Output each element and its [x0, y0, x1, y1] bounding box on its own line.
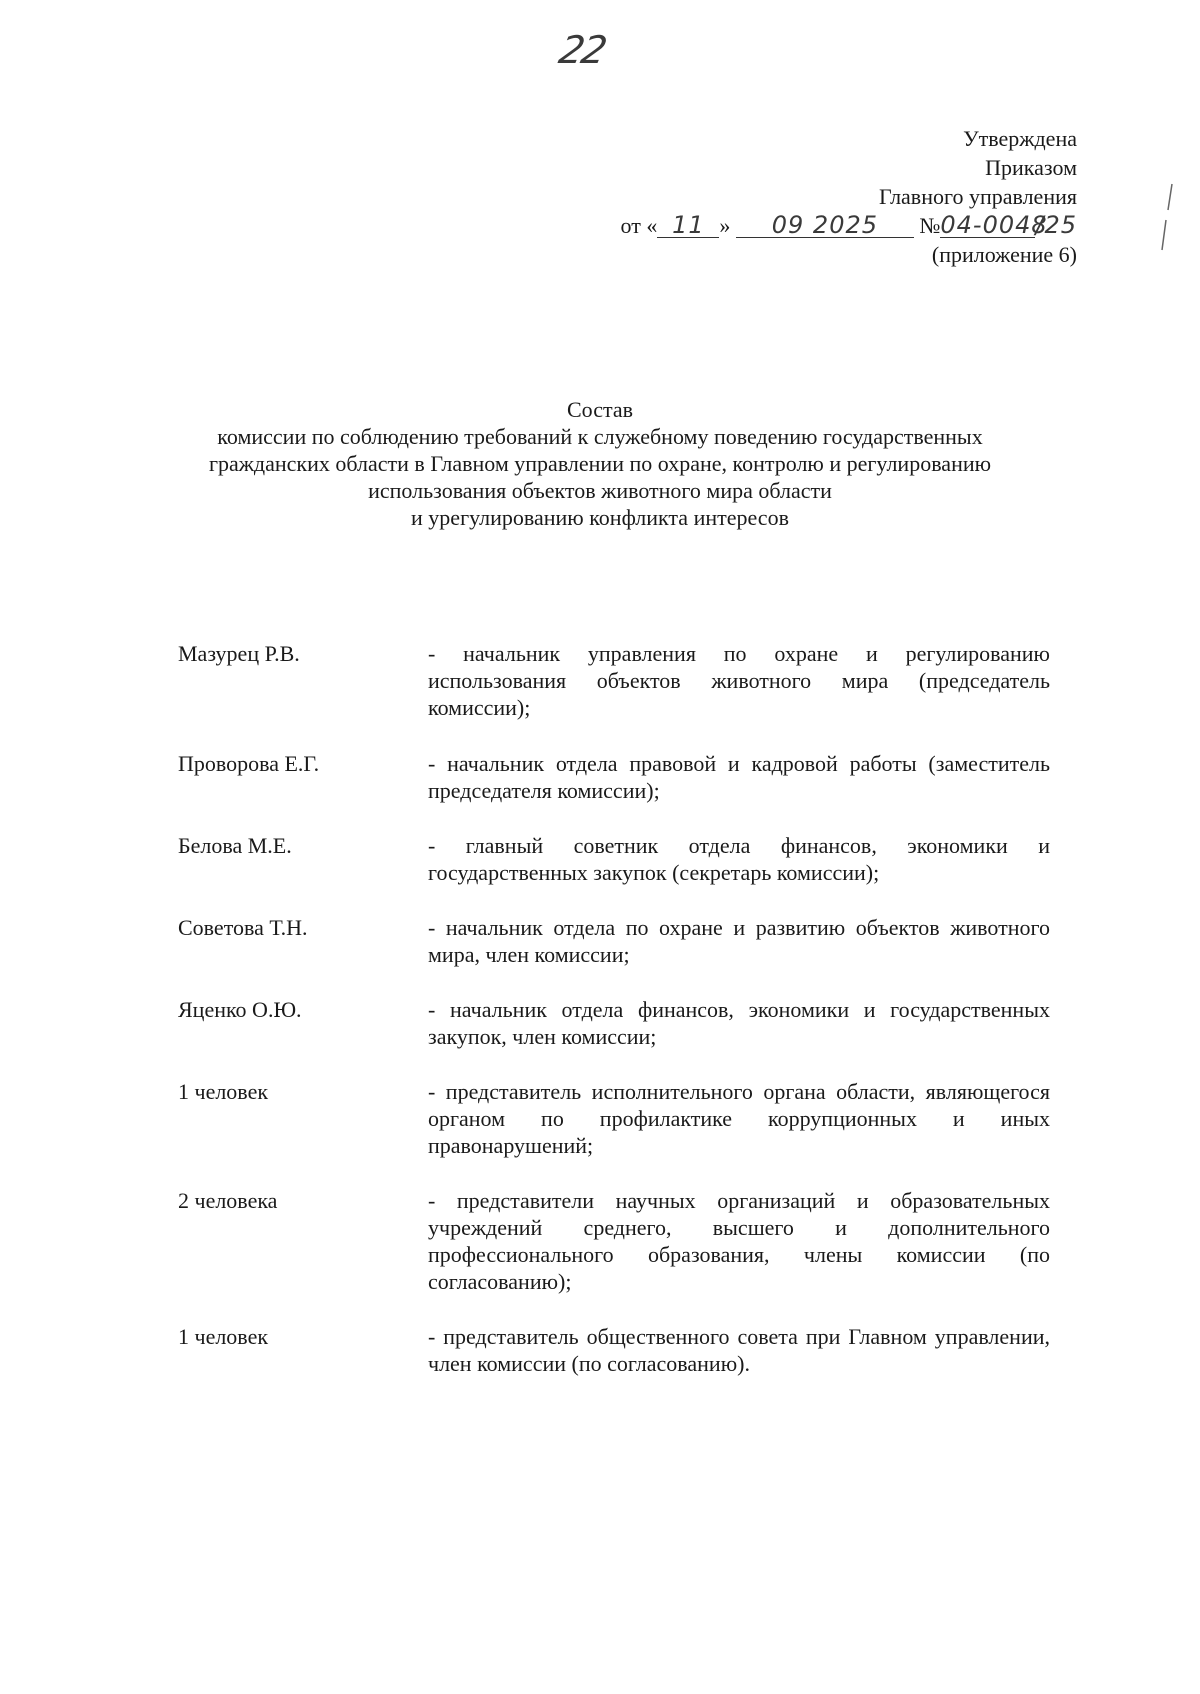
member-row: [178, 914, 1058, 968]
date-quote-close: »: [719, 213, 731, 238]
date-month-year-value: 09 2025: [771, 211, 878, 239]
member-role: - начальник отдела по охране и развитию объектов животного мира, член комиссии;: [428, 915, 1050, 967]
date-day-value: 11: [672, 211, 705, 239]
date-day-field: [657, 211, 719, 239]
handwritten-page-number: 22: [555, 28, 610, 72]
member-name: Мазурец Р.В.: [178, 641, 300, 666]
member-name: Яценко О.Ю.: [178, 997, 302, 1022]
member-role: - начальник отдела финансов, экономики и государственных закупок, член комиссии;: [428, 997, 1050, 1049]
member-name: Проворова Е.Г.: [178, 751, 320, 776]
title-line-3: использования объектов животного мира области: [368, 478, 832, 503]
approval-date-number-line: [621, 211, 1077, 240]
number-sign: №: [919, 213, 941, 238]
approval-stamp-block: [621, 124, 1077, 269]
approval-line-appendix: (приложение 6): [931, 242, 1077, 267]
member-row: [178, 640, 1058, 721]
order-number-suffix: /25: [1035, 211, 1077, 239]
title-heading: Состав: [566, 397, 634, 422]
margin-pen-mark: [1150, 180, 1190, 260]
member-name: 1 человек: [178, 1079, 269, 1104]
member-name: Советова Т.Н.: [178, 915, 308, 940]
member-row: [178, 1187, 1058, 1295]
order-number-field: [940, 211, 1048, 239]
member-role: - начальник отдела правовой и кадровой работы (заместитель председателя комиссии);: [428, 751, 1050, 803]
date-prefix: от «: [620, 213, 658, 238]
title-line-2: гражданских области в Главном управлении по охране, контролю и регулированию: [208, 451, 992, 476]
approval-line-order: Приказом: [985, 155, 1077, 180]
member-name: Белова М.Е.: [178, 833, 292, 858]
member-row: [178, 750, 1058, 804]
member-row: [178, 832, 1058, 886]
date-month-year-field: [736, 211, 914, 239]
title-line-4: и урегулированию конфликта интересов: [411, 505, 789, 530]
member-role: - представитель исполнительного органа области, являющегося органом по профилактике коррупционных и иных правонарушений;: [428, 1079, 1050, 1158]
member-row: [178, 1078, 1058, 1159]
member-role: - главный советник отдела финансов, экономики и государственных закупок (секретарь комиссии);: [428, 833, 1050, 885]
member-name: 1 человек: [178, 1324, 269, 1349]
member-role: - представители научных организаций и образовательных учреждений среднего, высшего и дополнительного профессионального образования, члены комиссии (по согласованию);: [428, 1188, 1050, 1294]
member-name: 2 человека: [178, 1188, 278, 1213]
member-row: [178, 996, 1058, 1050]
title-line-1: комиссии по соблюдению требований к служебному поведению государственных: [217, 424, 983, 449]
member-row: [178, 1323, 1058, 1377]
commission-members-list: [178, 640, 1058, 1405]
member-role: - представитель общественного совета при Главном управлении, член комиссии (по согласованию).: [428, 1324, 1050, 1376]
order-number-value: 04-0048: [940, 211, 1048, 239]
member-role: - начальник управления по охране и регулированию использования объектов животного мира (председатель комиссии);: [428, 641, 1050, 720]
approval-line-department: Главного управления: [879, 184, 1077, 209]
approval-line-approved: Утверждена: [963, 126, 1077, 151]
document-title: [130, 396, 1070, 531]
